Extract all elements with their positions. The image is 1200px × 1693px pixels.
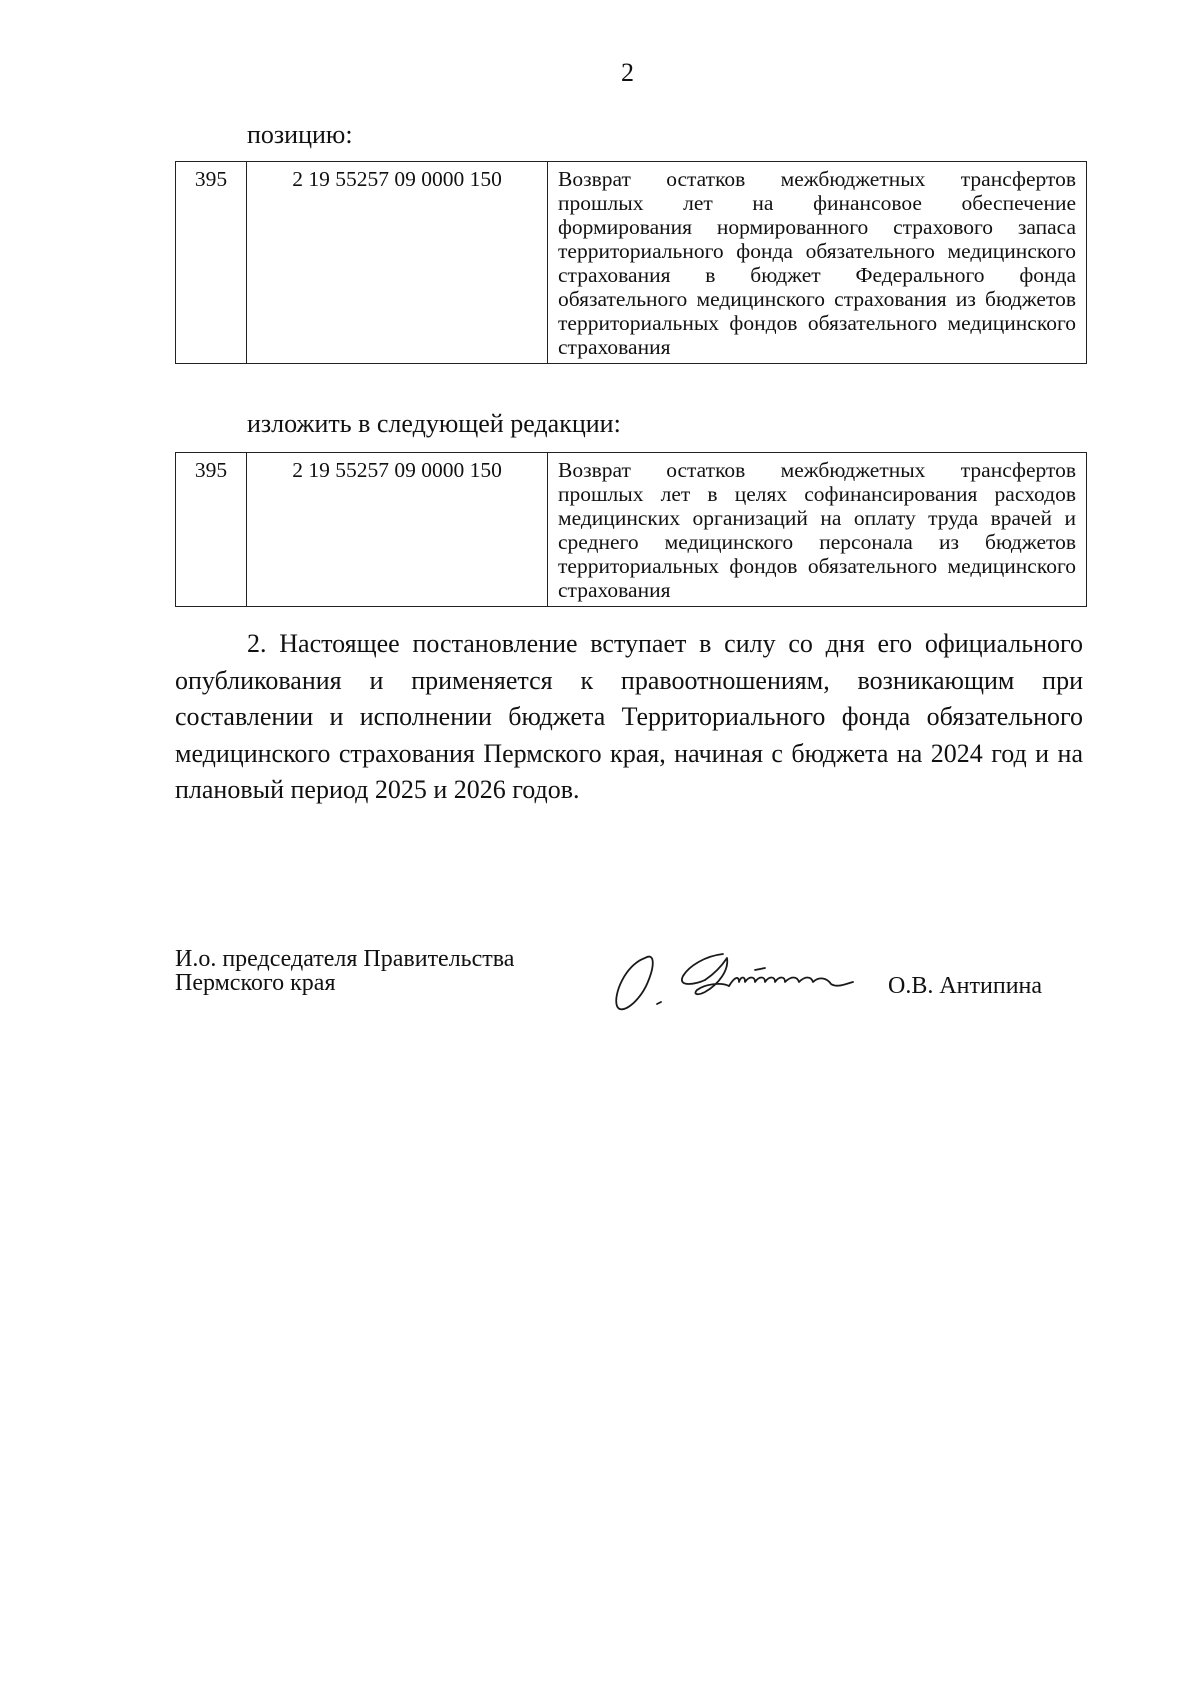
clause-2-paragraph: 2. Настоящее постановление вступает в силу со дня его официального опубликования и применяется к правоотношениям, возникающим при составлении и исполнении бюджета Территориального фонда обязательного медицинского страхования Пермского края, начиная с бюджета на 2024 год и на плановый период 2025 и 2026 годов. [175, 629, 1083, 804]
new-position-table [175, 452, 1087, 607]
row-number: 395 [176, 162, 247, 364]
budget-code: 2 19 55257 09 0000 150 [247, 453, 548, 607]
row-number: 395 [176, 453, 247, 607]
signer-position-line-2: Пермского края [175, 970, 336, 996]
signature-icon [605, 940, 905, 1020]
signer-name: О.В. Антипина [888, 973, 1043, 999]
signer-position [175, 947, 514, 995]
code-description: Возврат остатков межбюджетных трансфертов прошлых лет на финансовое обеспечение формирования нормированного страхового запаса территориального фонда обязательного медицинского страхования в бюджет Федерального фонда обязательного медицинского страхования из бюджетов территориальных фондов обязательного медицинского страхования [548, 162, 1087, 364]
code-description: Возврат остатков межбюджетных трансфертов прошлых лет в целях софинансирования расходов медицинских организаций на оплату труда врачей и среднего медицинского персонала из бюджетов территориальных фондов обязательного медицинского страхования [548, 453, 1087, 607]
old-position-table [175, 161, 1087, 364]
intro-edition-label: изложить в следующей редакции: [247, 409, 621, 438]
table-row [176, 453, 1087, 607]
intro-position-label: позицию: [247, 120, 353, 149]
table-row [176, 162, 1087, 364]
signer-position-line-1: И.о. председателя Правительства [175, 946, 515, 972]
page-number: 2 [621, 58, 634, 87]
budget-code: 2 19 55257 09 0000 150 [247, 162, 548, 364]
